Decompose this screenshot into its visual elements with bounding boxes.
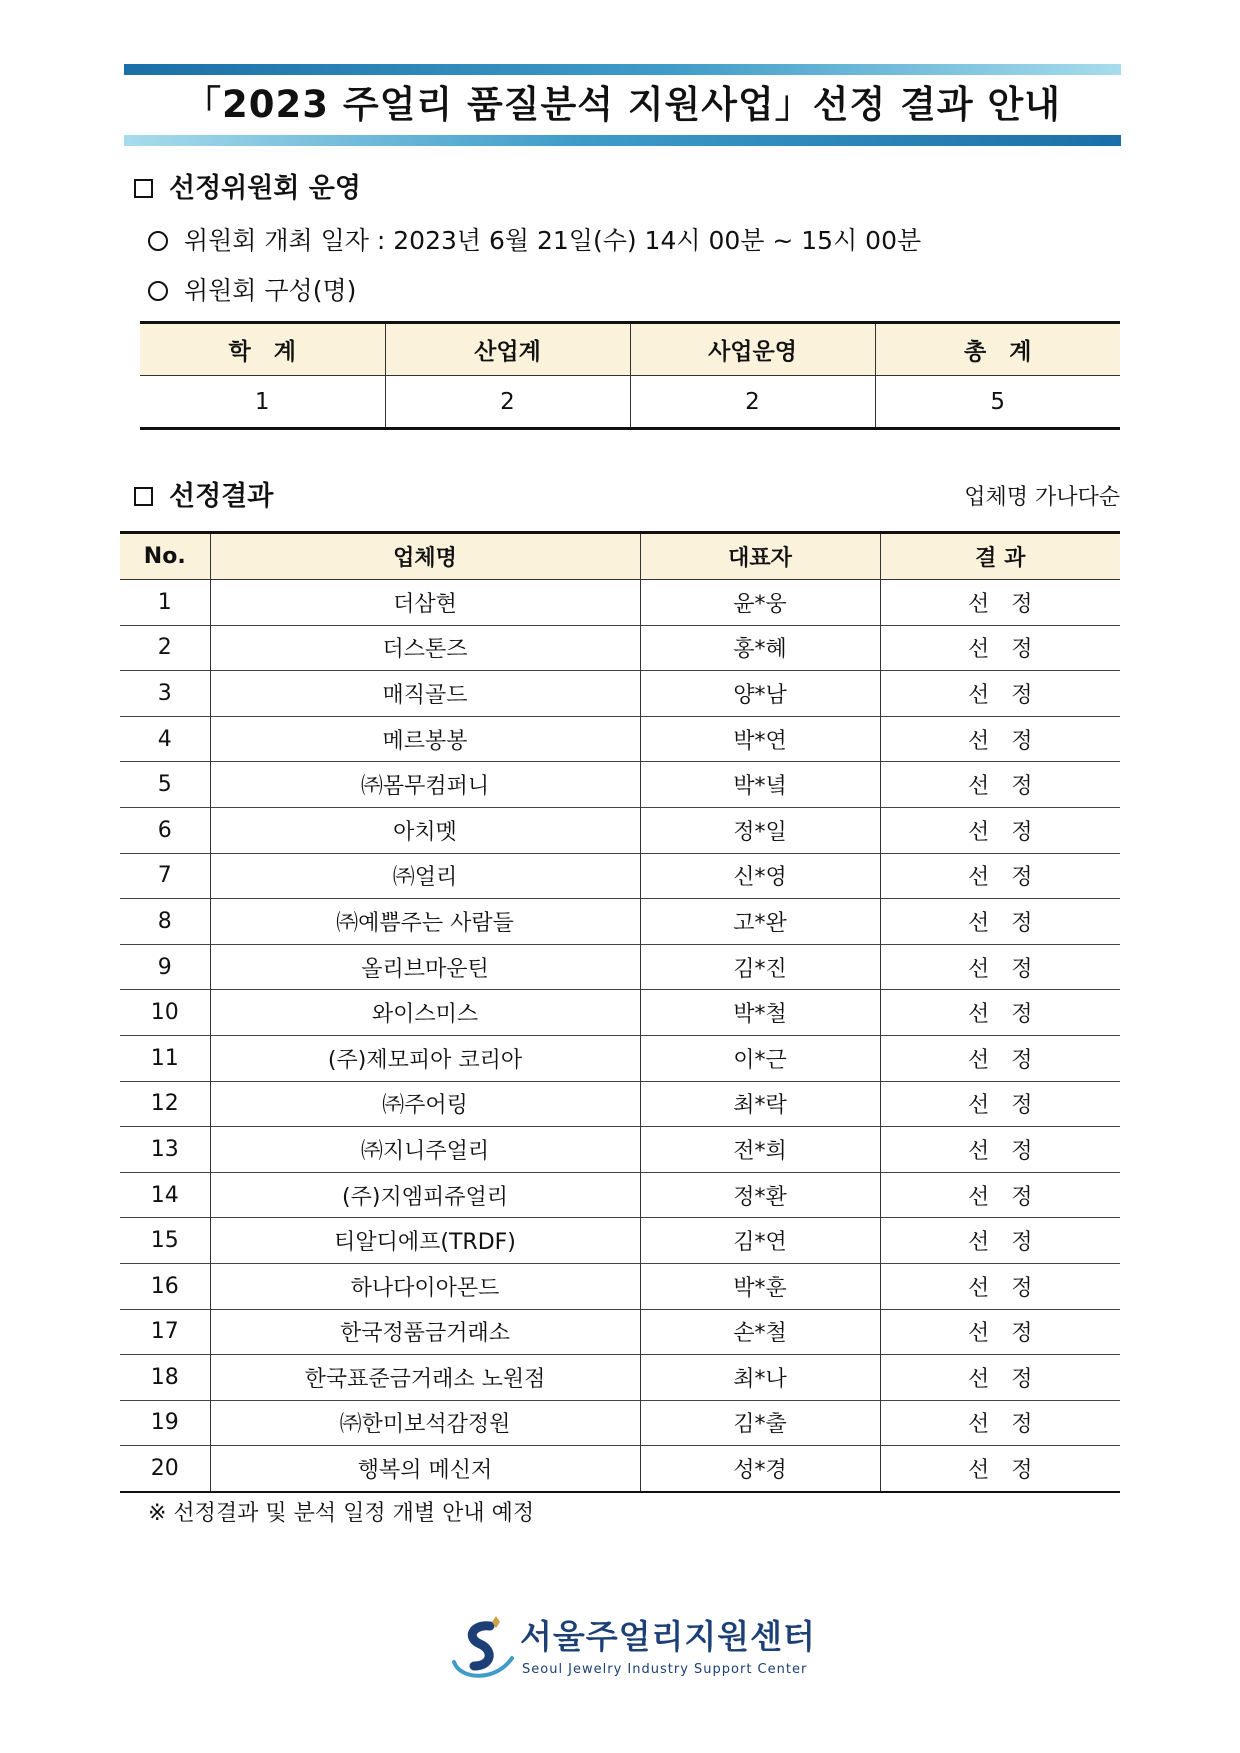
logo-name-english: Seoul Jewelry Industry Support Center: [522, 1662, 808, 1677]
title-top-bar: [124, 64, 1121, 75]
row-no: 8: [120, 899, 210, 945]
table-row: [120, 853, 1120, 899]
row-company: 아치멧: [210, 807, 640, 853]
row-company: 메르봉봉: [210, 716, 640, 762]
results-table: [120, 531, 1120, 1493]
row-result: 선정: [880, 1400, 1120, 1446]
row-company: 매직골드: [210, 671, 640, 717]
row-representative: 윤*웅: [640, 580, 880, 626]
table-row: [120, 990, 1120, 1036]
row-no: 6: [120, 807, 210, 853]
row-result: 선정: [880, 1263, 1120, 1309]
row-no: 13: [120, 1127, 210, 1173]
committee-value-cell: 2: [630, 376, 875, 429]
row-company: 행복의 메신저: [210, 1446, 640, 1492]
table-row: [120, 1355, 1120, 1401]
row-result: 선정: [880, 899, 1120, 945]
row-representative: 최*락: [640, 1081, 880, 1127]
row-result: 선정: [880, 1218, 1120, 1264]
row-result: 선정: [880, 671, 1120, 717]
row-representative: 고*완: [640, 899, 880, 945]
row-representative: 손*철: [640, 1309, 880, 1355]
table-row: [120, 625, 1120, 671]
row-company: ㈜얼리: [210, 853, 640, 899]
table-row: [120, 762, 1120, 808]
committee-value-cell: 5: [875, 376, 1120, 429]
header-no: No.: [120, 533, 210, 580]
row-result: 선정: [880, 990, 1120, 1036]
row-representative: 홍*혜: [640, 625, 880, 671]
row-result: 선정: [880, 762, 1120, 808]
row-representative: 정*일: [640, 807, 880, 853]
row-representative: 박*녘: [640, 762, 880, 808]
row-result: 선정: [880, 1172, 1120, 1218]
square-bullet-icon: [134, 487, 153, 506]
row-no: 2: [120, 625, 210, 671]
row-result: 선정: [880, 853, 1120, 899]
row-company: 올리브마운틴: [210, 944, 640, 990]
row-company: (주)지엠피쥬얼리: [210, 1172, 640, 1218]
row-no: 18: [120, 1355, 210, 1401]
row-result: 선정: [880, 1446, 1120, 1492]
row-no: 16: [120, 1263, 210, 1309]
row-representative: 김*진: [640, 944, 880, 990]
row-no: 12: [120, 1081, 210, 1127]
row-representative: 박*연: [640, 716, 880, 762]
organization-logo: [450, 1614, 816, 1689]
title-bottom-bar: [124, 135, 1121, 146]
table-row: [120, 1309, 1120, 1355]
row-company: ㈜지니주얼리: [210, 1127, 640, 1173]
committee-header-cell: 학 계: [140, 323, 385, 376]
row-company: 한국정품금거래소: [210, 1309, 640, 1355]
page-title: 「2023 주얼리 품질분석 지원사업」선정 결과 안내: [184, 83, 1061, 126]
row-result: 선정: [880, 807, 1120, 853]
table-row: [120, 671, 1120, 717]
row-no: 1: [120, 580, 210, 626]
row-company: ㈜한미보석감정원: [210, 1400, 640, 1446]
row-result: 선정: [880, 580, 1120, 626]
row-no: 7: [120, 853, 210, 899]
row-result: 선정: [880, 1035, 1120, 1081]
committee-date-line: [148, 224, 921, 258]
committee-value-cell: 2: [385, 376, 630, 429]
results-heading-text: 선정결과: [169, 481, 274, 512]
table-row: [120, 1263, 1120, 1309]
row-representative: 박*철: [640, 990, 880, 1036]
table-row: [120, 580, 1120, 626]
row-no: 5: [120, 762, 210, 808]
row-representative: 김*연: [640, 1218, 880, 1264]
row-representative: 최*나: [640, 1355, 880, 1401]
row-no: 17: [120, 1309, 210, 1355]
row-company: 더삼현: [210, 580, 640, 626]
logo-emblem-icon: [450, 1614, 520, 1684]
row-result: 선정: [880, 944, 1120, 990]
row-representative: 김*출: [640, 1400, 880, 1446]
table-row: [120, 1035, 1120, 1081]
table-row: [120, 1218, 1120, 1264]
committee-heading: [134, 171, 361, 207]
table-row: [120, 1400, 1120, 1446]
row-representative: 전*희: [640, 1127, 880, 1173]
row-company: 티알디에프(TRDF): [210, 1218, 640, 1264]
row-result: 선정: [880, 1309, 1120, 1355]
logo-name-korean: 서울주얼리지원센터: [520, 1617, 816, 1656]
row-result: 선정: [880, 716, 1120, 762]
table-row: [120, 716, 1120, 762]
row-no: 10: [120, 990, 210, 1036]
row-company: ㈜몸무컴퍼니: [210, 762, 640, 808]
square-bullet-icon: [134, 179, 153, 198]
results-table-body: [120, 580, 1120, 1492]
committee-header-cell: 총 계: [875, 323, 1120, 376]
table-row: [120, 1081, 1120, 1127]
sort-order-note: 업체명 가나다순: [964, 485, 1120, 510]
committee-composition-line: [148, 274, 356, 308]
committee-table-row: [140, 376, 1120, 429]
row-company: 더스톤즈: [210, 625, 640, 671]
row-representative: 신*영: [640, 853, 880, 899]
circle-bullet-icon: [148, 231, 168, 251]
row-company: (주)제모피아 코리아: [210, 1035, 640, 1081]
row-representative: 박*훈: [640, 1263, 880, 1309]
row-representative: 성*경: [640, 1446, 880, 1492]
table-row: [120, 899, 1120, 945]
row-company: ㈜주어링: [210, 1081, 640, 1127]
header-company: 업체명: [210, 533, 640, 580]
header-representative: 대표자: [640, 533, 880, 580]
committee-header-cell: 사업운영: [630, 323, 875, 376]
row-no: 20: [120, 1446, 210, 1492]
committee-heading-text: 선정위원회 운영: [169, 173, 361, 204]
committee-table-header: [140, 323, 1120, 376]
committee-header-cell: 산업계: [385, 323, 630, 376]
row-company: ㈜예쁨주는 사람들: [210, 899, 640, 945]
results-table-header: [120, 533, 1120, 580]
row-result: 선정: [880, 1081, 1120, 1127]
table-row: [120, 1127, 1120, 1173]
row-no: 14: [120, 1172, 210, 1218]
row-representative: 이*근: [640, 1035, 880, 1081]
row-result: 선정: [880, 1355, 1120, 1401]
row-no: 3: [120, 671, 210, 717]
row-result: 선정: [880, 625, 1120, 671]
row-no: 15: [120, 1218, 210, 1264]
committee-date-text: 위원회 개최 일자 : 2023년 6월 21일(수) 14시 00분 ~ 15시 00분: [184, 226, 922, 255]
committee-value-cell: 1: [254, 388, 270, 415]
row-representative: 양*남: [640, 671, 880, 717]
circle-bullet-icon: [148, 281, 168, 301]
table-row: [120, 807, 1120, 853]
row-no: 9: [120, 944, 210, 990]
row-no: 19: [120, 1400, 210, 1446]
row-no: 11: [120, 1035, 210, 1081]
row-company: 하나다이아몬드: [210, 1263, 640, 1309]
row-result: 선정: [880, 1127, 1120, 1173]
results-heading: [134, 479, 273, 515]
row-representative: 정*환: [640, 1172, 880, 1218]
table-row: [120, 944, 1120, 990]
row-company: 와이스미스: [210, 990, 640, 1036]
committee-composition-text: 위원회 구성(명): [184, 276, 357, 305]
row-no: 4: [120, 716, 210, 762]
table-row: [120, 1446, 1120, 1492]
footnote: ※ 선정결과 및 분석 일정 개별 안내 예정: [148, 1501, 535, 1526]
table-row: [120, 1172, 1120, 1218]
header-result: 결 과: [880, 533, 1120, 580]
committee-table: [140, 321, 1120, 430]
row-company: 한국표준금거래소 노원점: [210, 1355, 640, 1401]
